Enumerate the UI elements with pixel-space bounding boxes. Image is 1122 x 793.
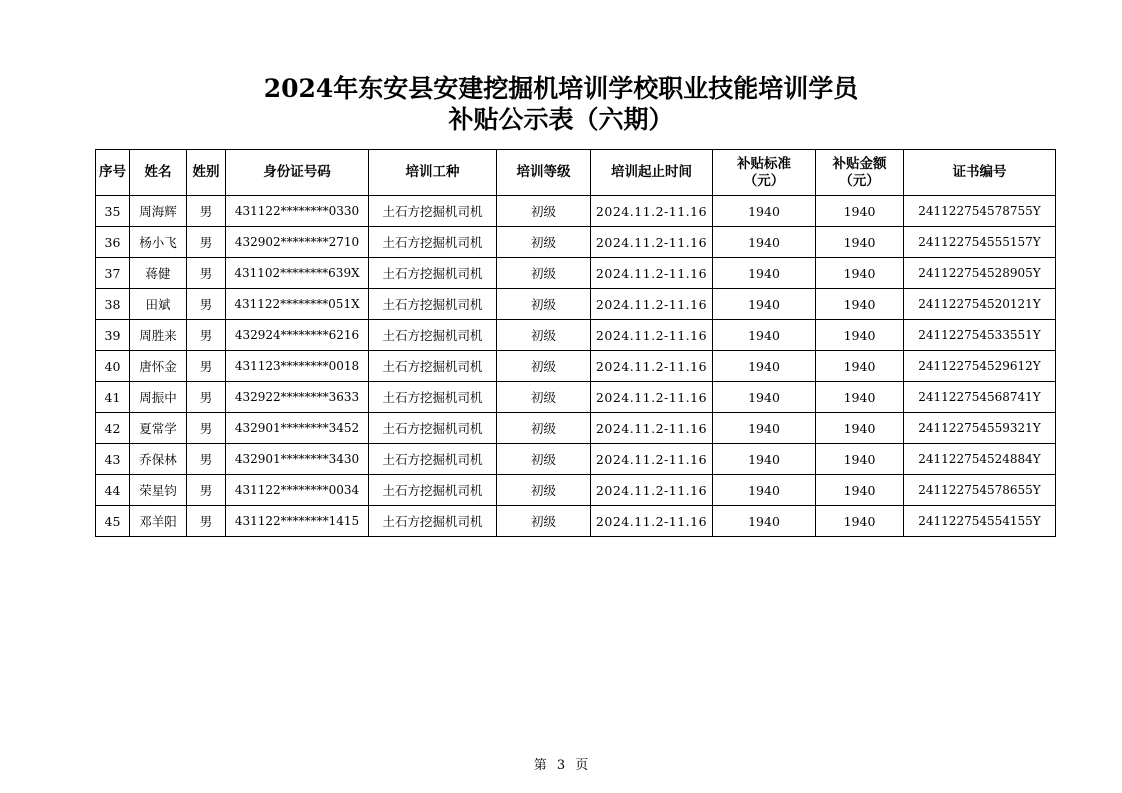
cell-id-number: 431122********0330: [226, 196, 369, 227]
cell-serial-number: 36: [96, 227, 130, 258]
cell-serial-number: 35: [96, 196, 130, 227]
cell-id-number: 432901********3452: [226, 413, 369, 444]
cell-name: 周振中: [130, 382, 187, 413]
cell-gender: 男: [187, 351, 226, 382]
cell-subsidy-amount: 1940: [816, 351, 904, 382]
table-row: [96, 382, 1056, 413]
cell-subsidy-standard: 1940: [713, 382, 816, 413]
cell-serial-number: 42: [96, 413, 130, 444]
cell-trade: 土石方挖掘机司机: [369, 351, 497, 382]
header-id-number: 身份证号码: [226, 150, 369, 196]
cell-id-number: 431122********0034: [226, 475, 369, 506]
cell-training-period: 2024.11.2-11.16: [591, 413, 713, 444]
cell-id-number: 431123********0018: [226, 351, 369, 382]
header-subsidy-amount-unit: （元）: [839, 172, 880, 189]
cell-id-number: 431122********1415: [226, 506, 369, 537]
cell-trade: 土石方挖掘机司机: [369, 382, 497, 413]
cell-training-period: 2024.11.2-11.16: [591, 196, 713, 227]
cell-name: 蒋健: [130, 258, 187, 289]
cell-subsidy-amount: 1940: [816, 475, 904, 506]
cell-level: 初级: [497, 444, 591, 475]
cell-subsidy-amount: 1940: [816, 506, 904, 537]
cell-trade: 土石方挖掘机司机: [369, 258, 497, 289]
cell-subsidy-standard: 1940: [713, 258, 816, 289]
cell-name: 邓羊阳: [130, 506, 187, 537]
cell-certificate-number: 241122754554155Y: [904, 506, 1056, 537]
table-header-row: [96, 150, 1056, 196]
cell-trade: 土石方挖掘机司机: [369, 289, 497, 320]
cell-level: 初级: [497, 258, 591, 289]
cell-id-number: 432901********3430: [226, 444, 369, 475]
cell-certificate-number: 241122754520121Y: [904, 289, 1056, 320]
cell-gender: 男: [187, 289, 226, 320]
cell-certificate-number: 241122754578655Y: [904, 475, 1056, 506]
cell-serial-number: 39: [96, 320, 130, 351]
header-subsidy-amount-label: 补贴金额: [832, 155, 887, 172]
cell-training-period: 2024.11.2-11.16: [591, 351, 713, 382]
cell-certificate-number: 241122754528905Y: [904, 258, 1056, 289]
cell-subsidy-amount: 1940: [816, 444, 904, 475]
cell-gender: 男: [187, 413, 226, 444]
cell-gender: 男: [187, 258, 226, 289]
cell-subsidy-standard: 1940: [713, 351, 816, 382]
table-row: [96, 258, 1056, 289]
cell-training-period: 2024.11.2-11.16: [591, 382, 713, 413]
cell-subsidy-standard: 1940: [713, 196, 816, 227]
cell-trade: 土石方挖掘机司机: [369, 196, 497, 227]
table-row: [96, 289, 1056, 320]
cell-serial-number: 45: [96, 506, 130, 537]
cell-gender: 男: [187, 475, 226, 506]
table-row: [96, 227, 1056, 258]
cell-serial-number: 37: [96, 258, 130, 289]
cell-subsidy-amount: 1940: [816, 320, 904, 351]
cell-subsidy-standard: 1940: [713, 227, 816, 258]
cell-gender: 男: [187, 320, 226, 351]
cell-gender: 男: [187, 506, 226, 537]
table-row: [96, 475, 1056, 506]
document-title-line-1: 2024年东安县安建挖掘机培训学校职业技能培训学员: [263, 74, 859, 103]
header-gender: 姓别: [187, 150, 226, 196]
page-number: 3: [556, 758, 566, 773]
table-row: [96, 351, 1056, 382]
header-subsidy-amount: [816, 150, 904, 196]
cell-training-period: 2024.11.2-11.16: [591, 289, 713, 320]
cell-subsidy-standard: 1940: [713, 506, 816, 537]
header-training-period: 培训起止时间: [591, 150, 713, 196]
header-subsidy-standard-unit: （元）: [743, 172, 785, 189]
header-serial-number: 序号: [96, 150, 130, 196]
cell-id-number: 432902********2710: [226, 227, 369, 258]
cell-certificate-number: 241122754578755Y: [904, 196, 1056, 227]
table-row: [96, 413, 1056, 444]
document-title-line-2: 补贴公示表（六期）: [448, 105, 674, 134]
cell-trade: 土石方挖掘机司机: [369, 444, 497, 475]
cell-trade: 土石方挖掘机司机: [369, 413, 497, 444]
cell-level: 初级: [497, 196, 591, 227]
cell-id-number: 431122********051X: [226, 289, 369, 320]
cell-subsidy-standard: 1940: [713, 475, 816, 506]
header-subsidy-standard: [713, 150, 816, 196]
cell-training-period: 2024.11.2-11.16: [591, 258, 713, 289]
table-row: [96, 444, 1056, 475]
cell-name: 周海辉: [130, 196, 187, 227]
cell-certificate-number: 241122754524884Y: [904, 444, 1056, 475]
cell-id-number: 432924********6216: [226, 320, 369, 351]
cell-subsidy-amount: 1940: [816, 227, 904, 258]
page-footer: [0, 754, 1122, 773]
cell-training-period: 2024.11.2-11.16: [591, 506, 713, 537]
header-name: 姓名: [130, 150, 187, 196]
cell-subsidy-amount: 1940: [816, 413, 904, 444]
cell-subsidy-amount: 1940: [816, 382, 904, 413]
cell-gender: 男: [187, 382, 226, 413]
cell-serial-number: 41: [96, 382, 130, 413]
cell-gender: 男: [187, 227, 226, 258]
subsidy-table: [95, 149, 1056, 537]
cell-level: 初级: [497, 382, 591, 413]
cell-name: 田斌: [130, 289, 187, 320]
cell-level: 初级: [497, 506, 591, 537]
cell-certificate-number: 241122754555157Y: [904, 227, 1056, 258]
cell-trade: 土石方挖掘机司机: [369, 506, 497, 537]
cell-certificate-number: 241122754568741Y: [904, 382, 1056, 413]
cell-name: 乔保林: [130, 444, 187, 475]
header-certificate-number: 证书编号: [904, 150, 1056, 196]
cell-certificate-number: 241122754559321Y: [904, 413, 1056, 444]
cell-name: 周胜来: [130, 320, 187, 351]
cell-subsidy-amount: 1940: [816, 196, 904, 227]
cell-name: 夏常学: [130, 413, 187, 444]
cell-serial-number: 40: [96, 351, 130, 382]
cell-training-period: 2024.11.2-11.16: [591, 227, 713, 258]
cell-certificate-number: 241122754533551Y: [904, 320, 1056, 351]
header-subsidy-standard-label: 补贴标准: [737, 155, 791, 172]
cell-trade: 土石方挖掘机司机: [369, 320, 497, 351]
table-row: [96, 320, 1056, 351]
cell-serial-number: 43: [96, 444, 130, 475]
cell-id-number: 432922********3633: [226, 382, 369, 413]
header-trade: 培训工种: [369, 150, 497, 196]
table-row: [96, 506, 1056, 537]
cell-gender: 男: [187, 196, 226, 227]
cell-level: 初级: [497, 227, 591, 258]
cell-level: 初级: [497, 320, 591, 351]
cell-trade: 土石方挖掘机司机: [369, 475, 497, 506]
cell-certificate-number: 241122754529612Y: [904, 351, 1056, 382]
cell-serial-number: 44: [96, 475, 130, 506]
cell-subsidy-standard: 1940: [713, 320, 816, 351]
cell-name: 唐怀金: [130, 351, 187, 382]
footer-suffix: 页: [575, 758, 589, 773]
cell-gender: 男: [187, 444, 226, 475]
cell-training-period: 2024.11.2-11.16: [591, 320, 713, 351]
cell-level: 初级: [497, 413, 591, 444]
cell-serial-number: 38: [96, 289, 130, 320]
cell-trade: 土石方挖掘机司机: [369, 227, 497, 258]
table-body: [96, 196, 1056, 537]
cell-subsidy-standard: 1940: [713, 444, 816, 475]
cell-level: 初级: [497, 351, 591, 382]
footer-prefix: 第: [533, 758, 547, 773]
cell-subsidy-amount: 1940: [816, 258, 904, 289]
table-row: [96, 196, 1056, 227]
cell-training-period: 2024.11.2-11.16: [591, 475, 713, 506]
cell-name: 荣星钧: [130, 475, 187, 506]
header-level: 培训等级: [497, 150, 591, 196]
cell-subsidy-standard: 1940: [713, 289, 816, 320]
cell-subsidy-amount: 1940: [816, 289, 904, 320]
cell-subsidy-standard: 1940: [713, 413, 816, 444]
cell-level: 初级: [497, 289, 591, 320]
cell-id-number: 431102********639X: [226, 258, 369, 289]
cell-training-period: 2024.11.2-11.16: [591, 444, 713, 475]
cell-level: 初级: [497, 475, 591, 506]
cell-name: 杨小飞: [130, 227, 187, 258]
